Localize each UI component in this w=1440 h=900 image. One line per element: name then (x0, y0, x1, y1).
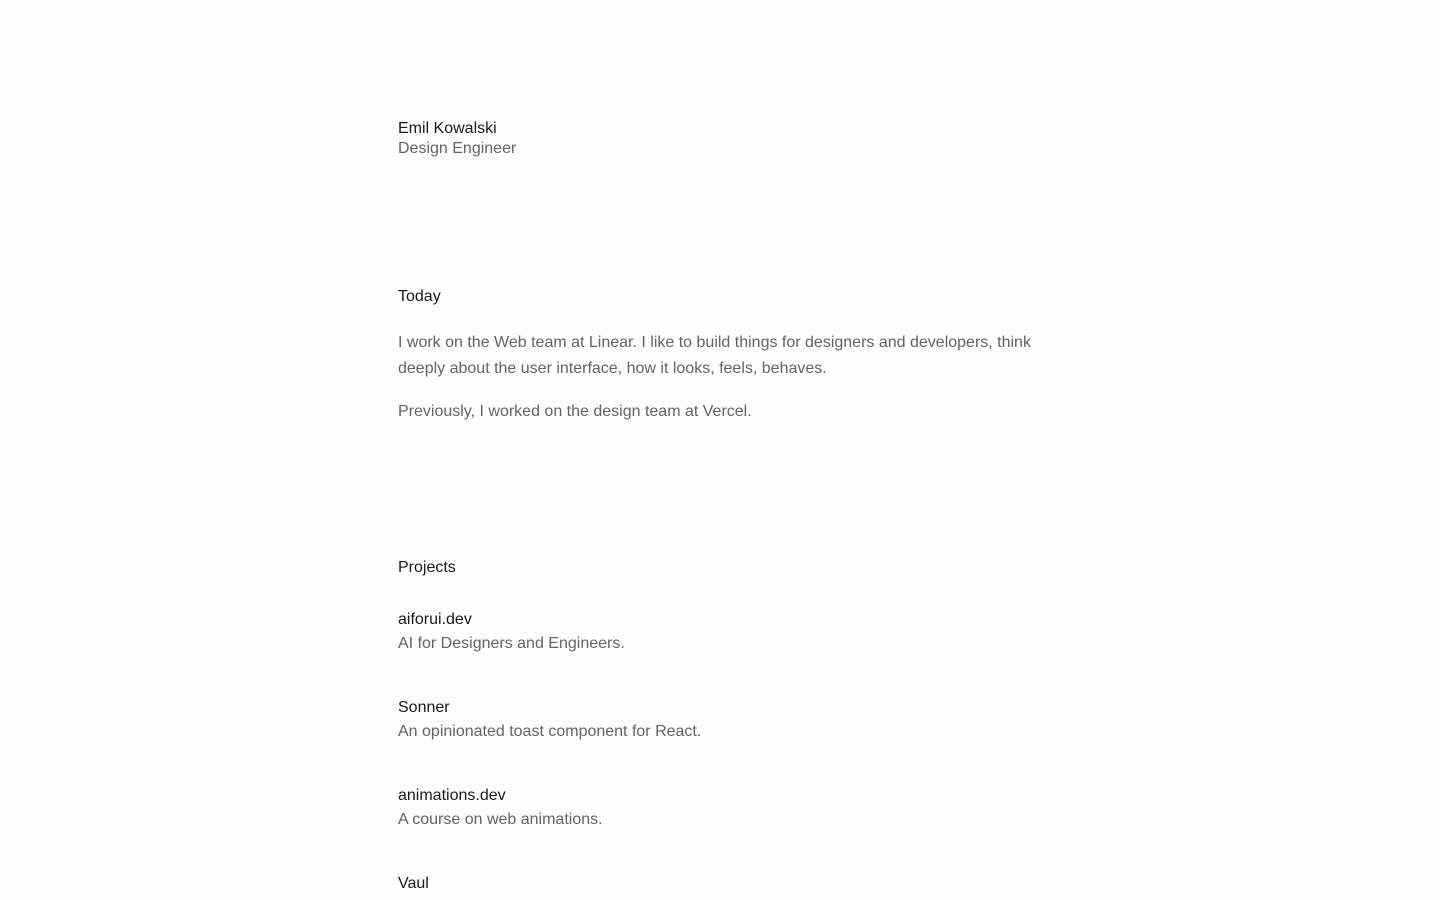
profile-name[interactable]: Emil Kowalski (398, 120, 497, 137)
project-item-animations[interactable] (398, 784, 1038, 832)
today-paragraph-1: I work on the Web team at Linear. I like to build things for designers and developers, think deeply about the user interface, how it looks, feels, behaves. (398, 334, 1031, 377)
profile-role: Design Engineer (398, 140, 517, 157)
project-name: animations.dev (398, 787, 506, 804)
project-item-aiforui[interactable] (398, 608, 1038, 656)
projects-heading: Projects (398, 559, 456, 576)
project-name: Sonner (398, 699, 450, 716)
today-heading: Today (398, 288, 441, 305)
project-description: AI for Designers and Engineers. (398, 635, 625, 652)
project-item-sonner[interactable] (398, 696, 1038, 744)
today-section (398, 287, 1038, 425)
project-item-vaul[interactable] (398, 872, 1038, 896)
projects-section (398, 558, 1038, 896)
today-paragraph-2: Previously, I worked on the design team at Vercel. (398, 403, 752, 420)
project-list (398, 608, 1038, 896)
profile-header (398, 119, 516, 159)
project-name: Vaul (398, 875, 429, 892)
project-description: An opinionated toast component for React. (398, 723, 702, 740)
project-description: A course on web animations. (398, 811, 603, 828)
project-name: aiforui.dev (398, 611, 472, 628)
